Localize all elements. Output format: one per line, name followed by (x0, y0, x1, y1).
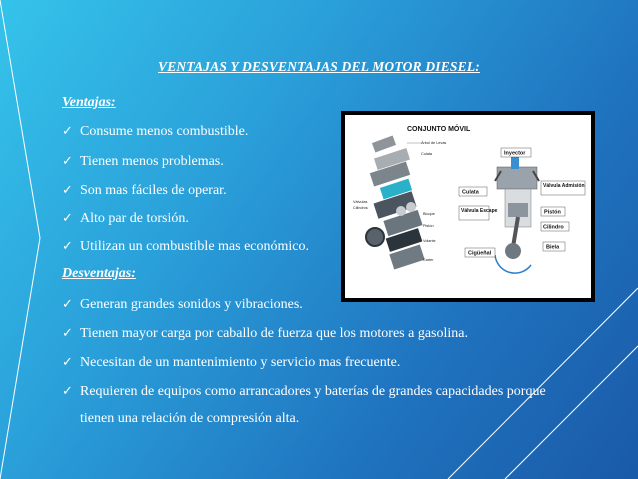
checkmark-icon: ✓ (62, 183, 73, 198)
left-label: Pistón (423, 224, 434, 228)
desventaja-item (62, 325, 468, 343)
checkmark-icon: ✓ (62, 297, 73, 312)
ventaja-item (62, 238, 309, 256)
label-culata: Culata (462, 189, 479, 196)
desventaja-continuation: tienen una relación de compresión alta. (80, 411, 300, 426)
label-ciguenal: Cigüeñal (468, 250, 492, 257)
desventaja-text: Generan grandes sonidos y vibraciones. (80, 297, 303, 312)
ventaja-item (62, 153, 224, 171)
exploded-engine-illustration (353, 136, 446, 270)
desventaja-text: Necesitan de un mantenimiento y servicio mas frecuente. (80, 355, 401, 370)
desventajas-heading: Desventajas: (62, 266, 136, 281)
checkmark-icon: ✓ (62, 384, 73, 399)
label-biela: Biela (546, 244, 560, 251)
label-cilindro: Cilindro (543, 224, 564, 231)
ventaja-text: Son mas fáciles de operar. (80, 183, 227, 198)
desventaja-text: Requieren de equipos como arrancadores y baterías de grandes capacidades porque (80, 384, 546, 399)
label-piston: Pistón (544, 209, 561, 216)
ventaja-item (62, 210, 189, 228)
label-valvula-admision: Válvula Admisión (543, 183, 585, 189)
cylinder-cutaway-illustration (495, 155, 539, 273)
slide-title: VENTAJAS Y DESVENTAJAS DEL MOTOR DIESEL: (158, 59, 480, 74)
left-label: Carter (423, 258, 434, 262)
label-valvula-escape: Válvula Escape (461, 208, 498, 214)
left-label: Cilindros (353, 206, 368, 210)
checkmark-icon: ✓ (62, 355, 73, 370)
image-title: CONJUNTO MÓVIL (407, 126, 471, 133)
ventaja-text: Tienen menos problemas. (80, 154, 224, 169)
checkmark-icon: ✓ (62, 239, 73, 254)
left-label: Bloque (423, 212, 435, 216)
checkmark-icon: ✓ (62, 154, 73, 169)
ventaja-text: Consume menos combustible. (80, 124, 249, 139)
left-label: Árbol de Levas (421, 141, 447, 145)
checkmark-icon: ✓ (62, 211, 73, 226)
desventaja-text: Tienen mayor carga por caballo de fuerza que los motores a gasolina. (80, 326, 468, 341)
left-label: Volante (423, 239, 436, 243)
desventaja-item (62, 383, 546, 401)
engine-diagram-svg (345, 115, 591, 298)
left-label: Culata (421, 152, 432, 156)
left-label: Válvulas (353, 200, 368, 204)
ventaja-item (62, 123, 248, 141)
desventaja-item (62, 296, 303, 314)
desventaja-item (62, 354, 400, 372)
ventaja-text: Utilizan un combustible mas económico. (80, 239, 310, 254)
checkmark-icon: ✓ (62, 124, 73, 139)
ventajas-heading: Ventajas: (62, 95, 116, 110)
label-inyector: Inyector (504, 150, 526, 157)
ventaja-text: Alto par de torsión. (80, 211, 189, 226)
checkmark-icon: ✓ (62, 326, 73, 341)
ventaja-item (62, 182, 227, 200)
engine-diagram-image (345, 115, 591, 298)
